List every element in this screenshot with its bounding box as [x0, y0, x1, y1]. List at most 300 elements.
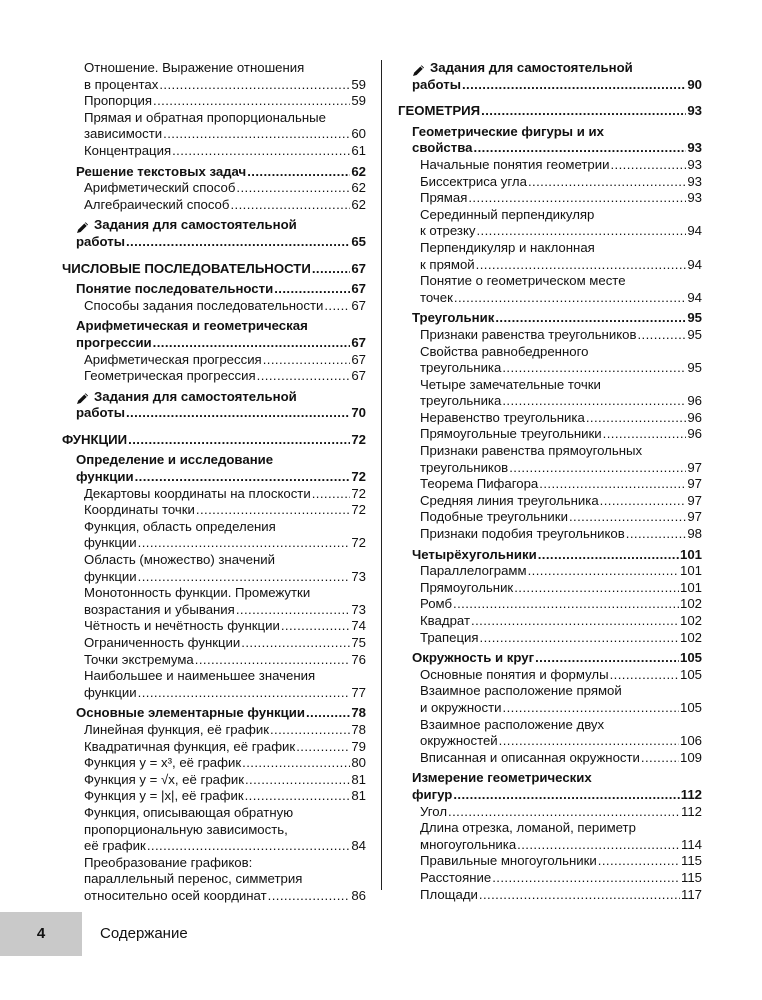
toc-line: [84, 822, 366, 839]
leader-dots: [147, 838, 351, 855]
toc-text: Неравенство треугольника: [420, 409, 585, 425]
toc-text: Подобные треугольники: [420, 509, 568, 525]
toc-line: [420, 327, 702, 344]
toc-text: Четыре замечательные точки: [420, 376, 601, 392]
toc-subsection: [398, 547, 702, 564]
leader-dots: [247, 164, 350, 181]
toc-text: Перпендикуляр и наклонная: [420, 239, 595, 255]
toc-line: [420, 837, 702, 854]
toc-text: пропорциональную зависимость,: [84, 821, 288, 837]
toc-line: [420, 476, 702, 493]
toc-line: [420, 853, 702, 870]
toc-text: Способы задания последовательности: [84, 297, 324, 313]
toc-item: [62, 652, 366, 669]
leader-dots: [586, 410, 687, 427]
leader-dots: [312, 261, 351, 278]
toc-page-number: 98: [687, 526, 702, 542]
toc-text: Понятие о геометрическом месте: [420, 273, 626, 289]
toc-text: Основные элементарные функции: [76, 705, 305, 721]
toc-text: возрастания и убывания: [84, 601, 235, 617]
leader-dots: [626, 526, 687, 543]
toc-line: [420, 377, 702, 394]
toc-page-number: 72: [351, 485, 366, 501]
toc-line: [84, 805, 366, 822]
leader-dots: [448, 804, 680, 821]
toc-line: [412, 787, 702, 804]
toc-line: [84, 618, 366, 635]
leader-dots: [502, 360, 686, 377]
toc-text: функции: [84, 684, 137, 700]
toc-text: Решение текстовых задач: [76, 163, 247, 179]
toc-text: Чётность и нечётность функции: [84, 618, 280, 634]
toc-page-number: 94: [687, 289, 702, 305]
toc-subsection: [62, 164, 366, 181]
leader-dots: [598, 853, 680, 870]
toc-text: Квадрат: [420, 613, 470, 628]
toc-page-number: 78: [351, 705, 366, 721]
toc-item: [62, 502, 366, 519]
leader-dots: [257, 368, 351, 385]
toc-line: [76, 335, 366, 352]
leader-dots: [270, 722, 350, 739]
toc-page-number: 72: [351, 469, 366, 485]
toc-line: [412, 60, 702, 77]
toc-line: [398, 103, 702, 120]
toc-exercises: [398, 60, 702, 93]
toc-page-number: 96: [687, 426, 702, 442]
toc-line: [62, 432, 366, 449]
toc-item: [62, 635, 366, 652]
toc-line: [84, 602, 366, 619]
leader-dots: [462, 77, 686, 94]
leader-dots: [453, 787, 679, 804]
toc-item: [398, 804, 702, 821]
toc-text: Функция, описывающая обратную: [84, 804, 294, 820]
toc-text: Наибольшее и наименьшее значения: [84, 668, 316, 684]
toc-line: [420, 667, 702, 684]
toc-page-number: 115: [680, 869, 702, 885]
toc-page-number: 93: [687, 103, 702, 119]
leader-dots: [610, 157, 686, 174]
toc-text: Монотонность функции. Промежутки: [84, 585, 311, 601]
toc-text: Взаимное расположение двух: [420, 716, 605, 732]
toc-line: [412, 650, 702, 667]
toc-line: [76, 164, 366, 181]
toc-text: в процентах: [84, 76, 159, 92]
toc-text: Свойства равнобедренного: [420, 343, 589, 359]
toc-right-column: [398, 60, 702, 903]
toc-section: [62, 432, 366, 449]
toc-item: [62, 180, 366, 197]
toc-page-number: 62: [351, 163, 366, 179]
leader-dots: [539, 476, 686, 493]
toc-text: прогрессии: [76, 334, 152, 350]
toc-text: Геометрическая прогрессия: [84, 368, 256, 384]
leader-dots: [163, 126, 350, 143]
toc-page-number: 86: [351, 887, 366, 903]
leader-dots: [245, 772, 350, 789]
leader-dots: [306, 705, 350, 722]
toc-line: [84, 739, 366, 756]
toc-line: [420, 207, 702, 224]
toc-item: [398, 410, 702, 427]
toc-item: [398, 853, 702, 870]
leader-dots: [538, 547, 679, 564]
toc-section: [398, 103, 702, 120]
toc-line: [420, 526, 702, 543]
toc-page-number: 65: [351, 233, 366, 249]
toc-page-number: 73: [351, 601, 366, 617]
toc-line: [76, 452, 366, 469]
toc-page-number: 72: [351, 535, 366, 551]
toc-line: [84, 486, 366, 503]
toc-text: окружностей: [420, 733, 498, 749]
toc-text: Арифметическая и геометрическая: [76, 318, 308, 334]
toc-text: Треугольник: [412, 310, 495, 326]
leader-dots: [509, 460, 686, 477]
toc-line: [84, 685, 366, 702]
toc-line: [84, 788, 366, 805]
toc-page-number: 81: [351, 771, 366, 787]
toc-line: [420, 630, 702, 647]
toc-text: Признаки подобия треугольников: [420, 526, 625, 542]
toc-text: Биссектриса угла: [420, 173, 527, 189]
leader-dots: [499, 733, 679, 750]
toc-item: [398, 240, 702, 273]
toc-page-number: 102: [679, 596, 702, 612]
leader-dots: [196, 502, 350, 519]
toc-page-number: 67: [351, 351, 366, 367]
toc-line: [76, 705, 366, 722]
toc-item: [398, 750, 702, 767]
toc-page-number: 74: [351, 618, 366, 634]
toc-item: [398, 273, 702, 306]
toc-line: [420, 393, 702, 410]
toc-left-column: [62, 60, 366, 905]
toc-page-number: 101: [679, 579, 702, 595]
toc-item: [62, 585, 366, 618]
toc-line: [84, 535, 366, 552]
toc-item: [398, 377, 702, 410]
toc-page-number: 67: [351, 281, 366, 297]
toc-line: [420, 750, 702, 767]
toc-item: [398, 596, 702, 613]
toc-item: [398, 174, 702, 191]
toc-item: [62, 93, 366, 110]
toc-text: параллельный перенос, симметрия: [84, 871, 303, 887]
toc-text: Арифметический способ: [84, 180, 236, 196]
toc-line: [420, 190, 702, 207]
toc-line: [420, 683, 702, 700]
leader-dots: [517, 837, 680, 854]
toc-item: [398, 580, 702, 597]
toc-item: [398, 717, 702, 750]
toc-page-number: 95: [687, 360, 702, 376]
toc-item: [62, 755, 366, 772]
toc-item: [62, 788, 366, 805]
leader-dots: [296, 739, 350, 756]
toc-line: [84, 180, 366, 197]
toc-page-number: 77: [351, 684, 366, 700]
toc-page-number: 101: [679, 546, 702, 562]
toc-page-number: 101: [679, 563, 702, 579]
toc-line: [420, 223, 702, 240]
leader-dots: [481, 103, 686, 120]
toc-text: и окружности: [420, 699, 502, 715]
leader-dots: [126, 234, 350, 251]
leader-dots: [324, 298, 350, 315]
toc-item: [398, 327, 702, 344]
toc-page-number: 114: [680, 836, 702, 852]
leader-dots: [126, 405, 350, 422]
toc-line: [84, 368, 366, 385]
leader-dots: [138, 569, 351, 586]
toc-page-number: 102: [679, 629, 702, 645]
toc-line: [412, 124, 702, 141]
toc-line: [420, 426, 702, 443]
toc-text: Арифметическая прогрессия: [84, 351, 262, 367]
leader-dots: [610, 667, 679, 684]
toc-line: [420, 820, 702, 837]
toc-item: [62, 143, 366, 160]
toc-text: Прямоугольные треугольники: [420, 426, 602, 442]
toc-text: ЧИСЛОВЫЕ ПОСЛЕДОВАТЕЛЬНОСТИ: [62, 260, 311, 276]
toc-line: [420, 596, 702, 613]
toc-line: [84, 77, 366, 94]
toc-item: [398, 630, 702, 647]
toc-text: функции: [84, 568, 137, 584]
toc-subsection: [398, 650, 702, 667]
toc-page-number: 112: [680, 786, 702, 802]
toc-text: Функция y = √x, её график: [84, 771, 244, 787]
toc-text: Признаки равенства треугольников: [420, 326, 637, 342]
toc-text: Теорема Пифагора: [420, 476, 539, 492]
toc-line: [62, 261, 366, 278]
toc-text: Функция, область определения: [84, 518, 276, 534]
leader-dots: [153, 335, 351, 352]
toc-line: [84, 143, 366, 160]
toc-item: [398, 344, 702, 377]
toc-page-number: 67: [351, 368, 366, 384]
toc-page-number: 102: [679, 613, 702, 628]
leader-dots: [569, 509, 686, 526]
toc-page-number: 81: [351, 788, 366, 804]
toc-subsection: [398, 770, 702, 803]
toc-text: Четырёхугольники: [412, 546, 537, 562]
toc-text: Средняя линия треугольника: [420, 492, 599, 508]
toc-page-number: 93: [687, 156, 702, 172]
leader-dots: [528, 563, 679, 580]
leader-dots: [600, 493, 687, 510]
toc-line: [84, 635, 366, 652]
toc-item: [62, 486, 366, 503]
toc-line: [420, 717, 702, 734]
toc-page-number: 93: [687, 190, 702, 206]
leader-dots: [128, 432, 350, 449]
toc-page-number: 112: [680, 803, 702, 819]
toc-page-number: 109: [679, 749, 702, 765]
toc-text: Прямоугольник: [420, 579, 514, 595]
toc-section: [62, 261, 366, 278]
toc-text: Прямая и обратная пропорциональные: [84, 109, 326, 125]
toc-line: [412, 77, 702, 94]
leader-dots: [528, 174, 686, 191]
pencil-icon: [412, 64, 426, 77]
toc-line: [84, 871, 366, 888]
toc-line: [76, 405, 366, 422]
leader-dots: [195, 652, 351, 669]
toc-item: [398, 667, 702, 684]
toc-text: Концентрация: [84, 142, 172, 158]
toc-line: [412, 140, 702, 157]
toc-line: [412, 310, 702, 327]
toc-item: [62, 722, 366, 739]
toc-text: её график: [84, 838, 146, 854]
pencil-icon: [76, 392, 90, 405]
toc-text: треугольников: [420, 459, 509, 475]
leader-dots: [641, 750, 679, 767]
toc-text: Вписанная и описанная окружности: [420, 749, 640, 765]
toc-text: работы: [76, 405, 125, 421]
toc-item: [398, 887, 702, 904]
toc-item: [398, 563, 702, 580]
leader-dots: [268, 888, 351, 905]
leader-dots: [503, 700, 679, 717]
toc-line: [412, 770, 702, 787]
toc-line: [420, 613, 702, 630]
toc-item: [398, 526, 702, 543]
toc-text: Ограниченность функции: [84, 635, 241, 650]
toc-subsection: [62, 318, 366, 351]
toc-page-number: 94: [687, 223, 702, 239]
toc-subsection: [62, 452, 366, 485]
toc-line: [84, 352, 366, 369]
toc-text: Расстояние: [420, 869, 492, 885]
toc-page-number: 70: [351, 405, 366, 421]
leader-dots: [230, 197, 350, 214]
toc-line: [420, 563, 702, 580]
toc-item: [62, 298, 366, 315]
toc-line: [76, 469, 366, 486]
leader-dots: [479, 887, 680, 904]
toc-text: Отношение. Выражение отношения: [84, 60, 305, 75]
toc-text: Определение и исследование: [76, 452, 274, 468]
leader-dots: [242, 755, 350, 772]
toc-page-number: 61: [351, 142, 366, 158]
toc-text: Квадратичная функция, её график: [84, 738, 296, 754]
toc-line: [420, 460, 702, 477]
toc-subsection: [62, 281, 366, 298]
toc-line: [84, 668, 366, 685]
toc-line: [420, 733, 702, 750]
toc-text: Трапеция: [420, 629, 479, 645]
toc-text: Линейная функция, её график: [84, 721, 269, 737]
toc-line: [420, 580, 702, 597]
leader-dots: [172, 143, 350, 160]
toc-line: [84, 298, 366, 315]
toc-text: Задания для самостоятельной: [94, 388, 297, 404]
toc-page-number: 72: [351, 431, 366, 447]
toc-text: Задания для самостоятельной: [94, 217, 297, 233]
toc-line: [84, 126, 366, 143]
leader-dots: [476, 223, 686, 240]
toc-page-number: 67: [351, 297, 366, 313]
toc-page-number: 97: [687, 492, 702, 508]
toc-item: [398, 509, 702, 526]
toc-page-number: 60: [351, 126, 366, 142]
toc-line: [84, 838, 366, 855]
toc-line: [84, 652, 366, 669]
toc-text: относительно осей координат: [84, 887, 267, 903]
toc-item: [398, 683, 702, 716]
toc-line: [420, 240, 702, 257]
toc-item: [62, 552, 366, 585]
toc-page-number: 80: [351, 755, 366, 771]
leader-dots: [476, 257, 687, 274]
toc-text: Преобразование графиков:: [84, 854, 253, 870]
toc-item: [62, 352, 366, 369]
toc-line: [84, 722, 366, 739]
toc-line: [84, 888, 366, 905]
toc-page-number: 72: [351, 502, 366, 518]
toc-line: [84, 552, 366, 569]
toc-text: Функция y = |x|, её график: [84, 788, 244, 804]
toc-text: функции: [76, 469, 134, 485]
toc-exercises: [62, 389, 366, 422]
toc-line: [84, 197, 366, 214]
toc-item: [398, 443, 702, 476]
toc-line: [84, 585, 366, 602]
toc-line: [420, 870, 702, 887]
toc-line: [76, 318, 366, 335]
leader-dots: [471, 613, 679, 630]
leader-dots: [236, 602, 351, 619]
leader-dots: [245, 788, 351, 805]
page-number: 4: [36, 925, 46, 942]
toc-page-number: 93: [687, 173, 702, 189]
toc-exercises: [62, 217, 366, 250]
toc-line: [420, 410, 702, 427]
toc-subsection: [398, 310, 702, 327]
toc-page-number: 105: [679, 666, 702, 682]
leader-dots: [241, 635, 350, 652]
toc-line: [420, 700, 702, 717]
toc-text: работы: [412, 76, 461, 92]
toc-page-number: 78: [351, 721, 366, 737]
toc-page-number: 90: [687, 76, 702, 92]
toc-page-number: 105: [679, 650, 702, 666]
toc-line: [420, 509, 702, 526]
toc-text: Задания для самостоятельной: [430, 60, 633, 75]
toc-item: [62, 668, 366, 701]
toc-text: Длина отрезка, ломаной, периметр: [420, 820, 636, 836]
toc-page-number: 95: [687, 326, 702, 342]
leader-dots: [502, 393, 686, 410]
toc-text: работы: [76, 233, 125, 249]
toc-page-number: 73: [351, 568, 366, 584]
toc-text: треугольника: [420, 360, 502, 376]
toc-page-number: 67: [351, 260, 366, 276]
toc-page-number: 59: [351, 93, 366, 109]
toc-line: [420, 273, 702, 290]
toc-text: к прямой: [420, 256, 475, 272]
toc-item: [398, 426, 702, 443]
toc-line: [76, 234, 366, 251]
toc-line: [84, 110, 366, 127]
toc-item: [398, 190, 702, 207]
leader-dots: [263, 352, 351, 369]
toc-page-number: 62: [351, 196, 366, 212]
